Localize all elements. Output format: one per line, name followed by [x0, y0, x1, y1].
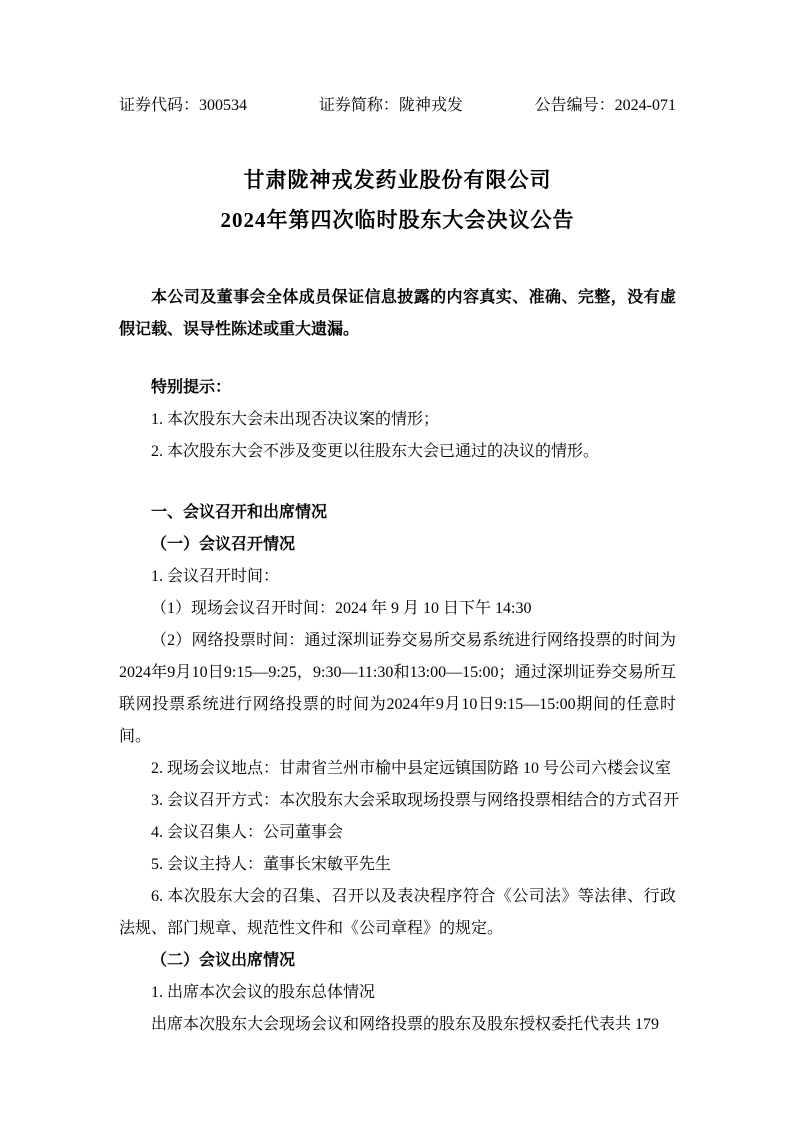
stock-code-label: 证券代码： [119, 97, 200, 114]
attendance-overview-heading: 1. 出席本次会议的股东总体情况 [151, 984, 376, 1001]
special-notice-item-2: 2. 本次股东大会不涉及变更以往股东大会已通过的决议的情形。 [151, 443, 600, 460]
section1-sub2-heading: （二）会议出席情况 [151, 952, 296, 969]
section1-heading: 一、会议召开和出席情况 [151, 504, 328, 521]
special-notice-item-1: 1. 本次股东大会未出现否决议案的情形； [151, 411, 440, 428]
stock-code [119, 90, 247, 122]
page-title-line1: 甘肃陇神戎发药业股份有限公司 [243, 168, 552, 192]
special-notice-heading: 特别提示： [151, 379, 232, 396]
meeting-location: 2. 现场会议地点：甘肃省兰州市榆中县定远镇国防路 10 号公司六楼会议室 [151, 760, 672, 777]
meeting-method: 3. 会议召开方式：本次股东大会采取现场投票与网络投票相结合的方式召开 [151, 792, 680, 809]
announcement-number-label: 公告编号： [534, 97, 615, 114]
stock-name [319, 90, 463, 122]
meeting-host: 5. 会议主持人：董事长宋敏平先生 [151, 856, 392, 873]
section1-sub1-heading: （一）会议召开情况 [151, 536, 296, 553]
document-header [119, 90, 676, 122]
meeting-legality: 6. 本次股东大会的召集、召开以及表决程序符合《公司法》等法律、行政法规、部门规章、规范性文件和《公司章程》的规定。 [119, 888, 676, 937]
stock-name-label: 证券简称： [318, 97, 399, 114]
announcement-number [535, 90, 676, 122]
meeting-convener: 4. 会议召集人：公司董事会 [151, 824, 344, 841]
onsite-meeting-time: （1）现场会议召开时间：2024 年 9 月 10 日下午 14:30 [151, 600, 532, 617]
stock-name-value: 陇神戎发 [398, 97, 463, 114]
stock-code-value: 300534 [199, 97, 248, 114]
attendance-overview-text: 出席本次股东大会现场会议和网络投票的股东及股东授权委托代表共 179 [151, 1016, 660, 1033]
online-voting-time: （2）网络投票时间：通过深圳证券交易所交易系统进行网络投票的时间为2024年9月10日9:15—9:25，9:30—11:30和13:00—15:00；通过深圳证券交易所互联网投票系统进行网络投票的时间为2024年9月10日9:15—15:00期间的任意时间。 [119, 632, 676, 745]
meeting-time-heading: 1. 会议召开时间： [151, 568, 280, 585]
announcement-number-value: 2024-071 [614, 97, 676, 114]
page-title-line2: 2024年第四次临时股东大会决议公告 [220, 208, 575, 232]
declaration-paragraph: 本公司及董事会全体成员保证信息披露的内容真实、准确、完整，没有虚假记载、误导性陈述或重大遗漏。 [119, 289, 676, 338]
